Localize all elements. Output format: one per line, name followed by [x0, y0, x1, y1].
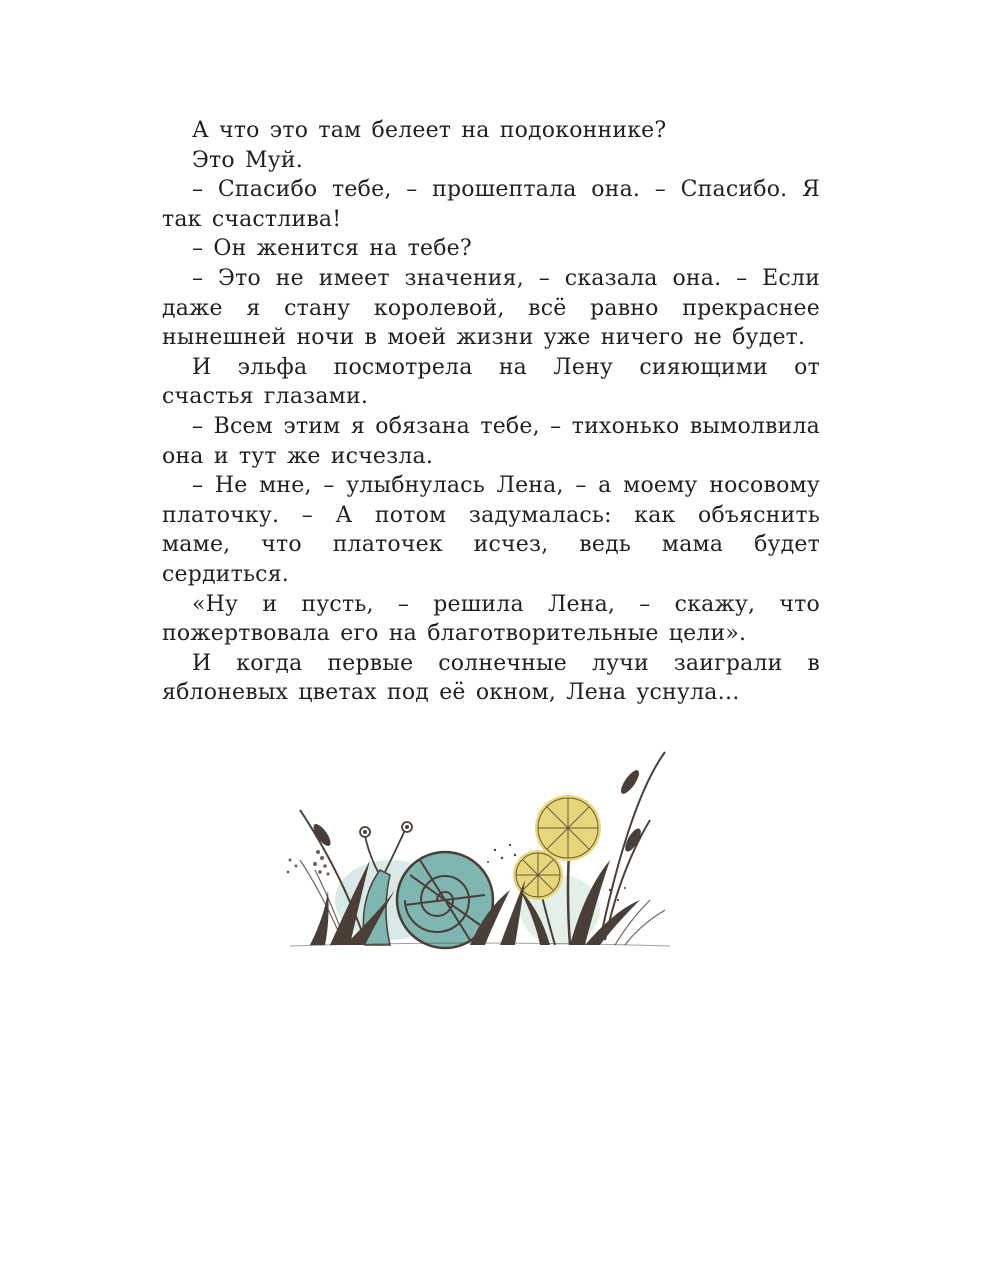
paragraph-2: Это Муй. — [192, 147, 303, 173]
paragraph-7: – Всем этим я обязана тебе, – тихонько вымолвила она и тут же исчезла. — [162, 413, 820, 469]
paragraph-5: – Это не имеет значения, – сказала она. – Если даже я стану королевой, всё равно прекраснее нынешней ночи в моей жизни уже ничего не будет. — [162, 265, 820, 351]
paragraph-8: – Не мне, – улыбнулась Лена, – а моему носовому платочку. – А потом задумалась: как объяснить маме, что платочек исчез, ведь мама будет сердиться. — [162, 473, 820, 587]
paragraph-1: А что это там белеет на подоконнике? — [192, 118, 667, 143]
paragraph-4: – Он женится на тебе? — [192, 236, 472, 262]
paragraph-3: – Спасибо тебе, – прошептала она. – Спасибо. Я так счастлива! — [162, 177, 820, 232]
paragraph-9: «Ну и пусть, – решила Лена, – скажу, что пожертвовала его на благотворительные цели». — [162, 591, 820, 647]
snail-in-grass-illustration — [270, 740, 690, 970]
story-text — [162, 116, 820, 708]
paragraph-10: И когда первые солнечные лучи заиграли в яблоневых цветах под её окном, Лена уснула… — [162, 650, 820, 706]
paragraph-6: И эльфа посмотрела на Лену сияющими от счастья глазами. — [162, 354, 820, 410]
